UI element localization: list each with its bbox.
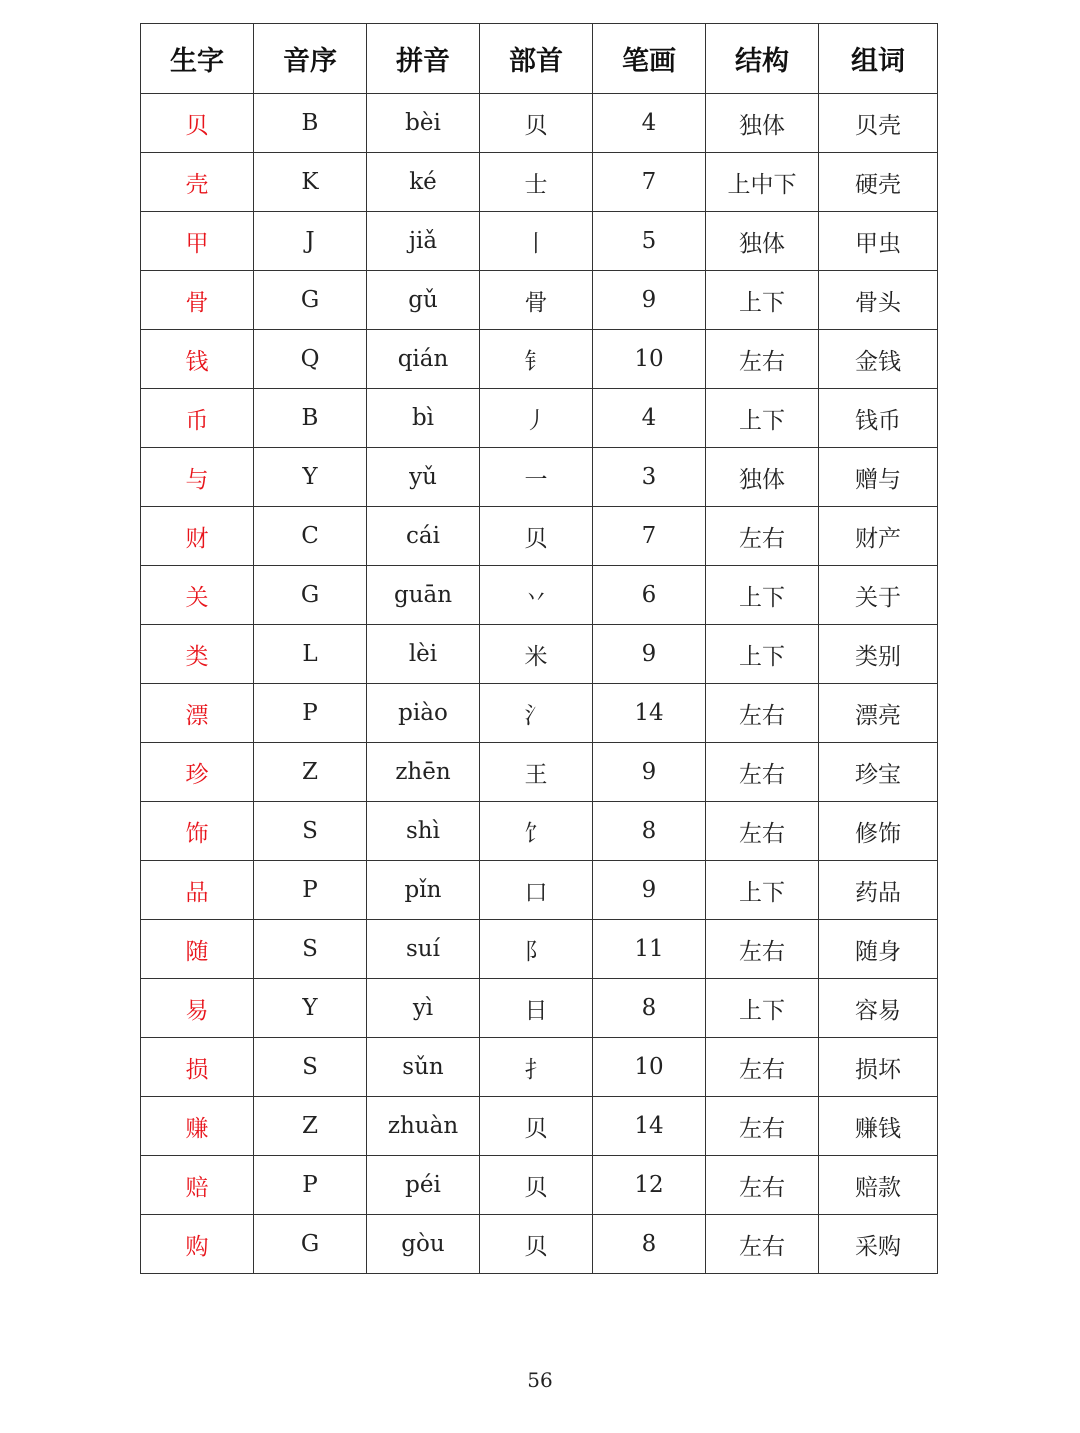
cell-pinyin: qián <box>367 330 480 389</box>
cell-pinyin: zhēn <box>367 743 480 802</box>
table-row <box>141 153 938 212</box>
cell-initial: P <box>254 861 367 920</box>
cell-pinyin: pǐn <box>367 861 480 920</box>
cell-pinyin: piào <box>367 684 480 743</box>
cell-word: 赔款 <box>819 1156 938 1215</box>
cell-word: 骨头 <box>819 271 938 330</box>
cell-structure: 左右 <box>706 1215 819 1274</box>
cell-radical: 口 <box>480 861 593 920</box>
cell-structure: 左右 <box>706 743 819 802</box>
table-header <box>141 24 938 94</box>
cell-character: 骨 <box>141 271 254 330</box>
cell-strokes: 8 <box>593 979 706 1038</box>
table-row <box>141 566 938 625</box>
cell-word: 甲虫 <box>819 212 938 271</box>
table-row <box>141 448 938 507</box>
cell-character: 赔 <box>141 1156 254 1215</box>
cell-radical: 骨 <box>480 271 593 330</box>
cell-pinyin: cái <box>367 507 480 566</box>
cell-initial: K <box>254 153 367 212</box>
cell-structure: 上下 <box>706 979 819 1038</box>
cell-pinyin: lèi <box>367 625 480 684</box>
table-row <box>141 389 938 448</box>
cell-structure: 左右 <box>706 1097 819 1156</box>
table-row <box>141 212 938 271</box>
cell-initial: Z <box>254 1097 367 1156</box>
cell-pinyin: sǔn <box>367 1038 480 1097</box>
cell-strokes: 9 <box>593 625 706 684</box>
cell-structure: 左右 <box>706 1156 819 1215</box>
cell-radical: 日 <box>480 979 593 1038</box>
cell-radical: 士 <box>480 153 593 212</box>
cell-structure: 左右 <box>706 920 819 979</box>
table-row <box>141 1097 938 1156</box>
table-row <box>141 271 938 330</box>
cell-structure: 左右 <box>706 684 819 743</box>
cell-character: 随 <box>141 920 254 979</box>
cell-radical: 阝 <box>480 920 593 979</box>
cell-word: 漂亮 <box>819 684 938 743</box>
cell-character: 甲 <box>141 212 254 271</box>
cell-initial: Q <box>254 330 367 389</box>
table-row <box>141 330 938 389</box>
cell-character: 关 <box>141 566 254 625</box>
cell-structure: 上下 <box>706 271 819 330</box>
table-row <box>141 1038 938 1097</box>
cell-strokes: 9 <box>593 861 706 920</box>
cell-word: 硬壳 <box>819 153 938 212</box>
cell-strokes: 11 <box>593 920 706 979</box>
cell-character: 与 <box>141 448 254 507</box>
cell-initial: S <box>254 920 367 979</box>
cell-word: 赚钱 <box>819 1097 938 1156</box>
cell-radical: 丷 <box>480 566 593 625</box>
cell-pinyin: péi <box>367 1156 480 1215</box>
cell-initial: B <box>254 389 367 448</box>
table-body <box>141 94 938 1274</box>
cell-strokes: 7 <box>593 153 706 212</box>
cell-strokes: 8 <box>593 1215 706 1274</box>
cell-strokes: 9 <box>593 271 706 330</box>
cell-character: 财 <box>141 507 254 566</box>
cell-structure: 左右 <box>706 802 819 861</box>
cell-radical: 贝 <box>480 1097 593 1156</box>
cell-character: 币 <box>141 389 254 448</box>
cell-radical: 丿 <box>480 389 593 448</box>
cell-strokes: 5 <box>593 212 706 271</box>
cell-word: 修饰 <box>819 802 938 861</box>
cell-structure: 上下 <box>706 861 819 920</box>
header-initial: 音序 <box>254 24 367 94</box>
cell-structure: 左右 <box>706 1038 819 1097</box>
cell-radical: 饣 <box>480 802 593 861</box>
cell-radical: 扌 <box>480 1038 593 1097</box>
cell-initial: J <box>254 212 367 271</box>
cell-strokes: 14 <box>593 1097 706 1156</box>
cell-pinyin: zhuàn <box>367 1097 480 1156</box>
table-row <box>141 1156 938 1215</box>
table-row <box>141 920 938 979</box>
cell-word: 药品 <box>819 861 938 920</box>
cell-initial: Y <box>254 979 367 1038</box>
cell-radical: 米 <box>480 625 593 684</box>
cell-pinyin: gǔ <box>367 271 480 330</box>
table-row <box>141 743 938 802</box>
cell-word: 钱币 <box>819 389 938 448</box>
header-pinyin: 拼音 <box>367 24 480 94</box>
cell-strokes: 10 <box>593 330 706 389</box>
cell-pinyin: bì <box>367 389 480 448</box>
cell-radical: 贝 <box>480 94 593 153</box>
cell-initial: P <box>254 1156 367 1215</box>
cell-word: 珍宝 <box>819 743 938 802</box>
cell-initial: L <box>254 625 367 684</box>
cell-word: 容易 <box>819 979 938 1038</box>
cell-structure: 上下 <box>706 566 819 625</box>
cell-initial: G <box>254 271 367 330</box>
cell-word: 贝壳 <box>819 94 938 153</box>
cell-character: 赚 <box>141 1097 254 1156</box>
cell-strokes: 4 <box>593 389 706 448</box>
cell-initial: Z <box>254 743 367 802</box>
header-structure: 结构 <box>706 24 819 94</box>
cell-radical: 一 <box>480 448 593 507</box>
cell-radical: 贝 <box>480 1215 593 1274</box>
cell-strokes: 8 <box>593 802 706 861</box>
character-table <box>140 23 938 1274</box>
cell-radical: 王 <box>480 743 593 802</box>
table-row <box>141 802 938 861</box>
cell-word: 随身 <box>819 920 938 979</box>
cell-character: 钱 <box>141 330 254 389</box>
cell-structure: 上下 <box>706 389 819 448</box>
header-radical: 部首 <box>480 24 593 94</box>
cell-strokes: 7 <box>593 507 706 566</box>
cell-character: 饰 <box>141 802 254 861</box>
cell-structure: 左右 <box>706 507 819 566</box>
cell-word: 类别 <box>819 625 938 684</box>
header-strokes: 笔画 <box>593 24 706 94</box>
cell-strokes: 6 <box>593 566 706 625</box>
cell-radical: 钅 <box>480 330 593 389</box>
cell-pinyin: suí <box>367 920 480 979</box>
cell-strokes: 3 <box>593 448 706 507</box>
cell-word: 金钱 <box>819 330 938 389</box>
cell-character: 购 <box>141 1215 254 1274</box>
cell-word: 采购 <box>819 1215 938 1274</box>
cell-character: 易 <box>141 979 254 1038</box>
table-row <box>141 625 938 684</box>
cell-strokes: 14 <box>593 684 706 743</box>
cell-character: 漂 <box>141 684 254 743</box>
cell-structure: 上中下 <box>706 153 819 212</box>
cell-strokes: 12 <box>593 1156 706 1215</box>
table-row <box>141 507 938 566</box>
cell-initial: B <box>254 94 367 153</box>
cell-structure: 独体 <box>706 94 819 153</box>
cell-radical: 贝 <box>480 1156 593 1215</box>
cell-pinyin: yǔ <box>367 448 480 507</box>
header-row <box>141 24 938 94</box>
table-row <box>141 1215 938 1274</box>
cell-radical: 丨 <box>480 212 593 271</box>
cell-pinyin: gòu <box>367 1215 480 1274</box>
cell-strokes: 4 <box>593 94 706 153</box>
cell-radical: 贝 <box>480 507 593 566</box>
cell-character: 损 <box>141 1038 254 1097</box>
cell-initial: C <box>254 507 367 566</box>
cell-character: 品 <box>141 861 254 920</box>
cell-structure: 独体 <box>706 212 819 271</box>
cell-strokes: 10 <box>593 1038 706 1097</box>
table-row <box>141 94 938 153</box>
cell-structure: 独体 <box>706 448 819 507</box>
cell-pinyin: jiǎ <box>367 212 480 271</box>
cell-pinyin: ké <box>367 153 480 212</box>
cell-character: 珍 <box>141 743 254 802</box>
cell-pinyin: bèi <box>367 94 480 153</box>
cell-character: 类 <box>141 625 254 684</box>
cell-strokes: 9 <box>593 743 706 802</box>
cell-initial: S <box>254 1038 367 1097</box>
cell-structure: 上下 <box>706 625 819 684</box>
cell-initial: Y <box>254 448 367 507</box>
cell-initial: P <box>254 684 367 743</box>
cell-pinyin: guān <box>367 566 480 625</box>
cell-word: 财产 <box>819 507 938 566</box>
cell-initial: G <box>254 566 367 625</box>
cell-initial: G <box>254 1215 367 1274</box>
header-character: 生字 <box>141 24 254 94</box>
table-row <box>141 684 938 743</box>
cell-word: 损坏 <box>819 1038 938 1097</box>
cell-character: 贝 <box>141 94 254 153</box>
cell-pinyin: yì <box>367 979 480 1038</box>
table-row <box>141 861 938 920</box>
cell-radical: 氵 <box>480 684 593 743</box>
cell-pinyin: shì <box>367 802 480 861</box>
cell-word: 赠与 <box>819 448 938 507</box>
page-number: 56 <box>527 1368 553 1392</box>
cell-structure: 左右 <box>706 330 819 389</box>
cell-word: 关于 <box>819 566 938 625</box>
header-word: 组词 <box>819 24 938 94</box>
cell-character: 壳 <box>141 153 254 212</box>
cell-initial: S <box>254 802 367 861</box>
table-row <box>141 979 938 1038</box>
